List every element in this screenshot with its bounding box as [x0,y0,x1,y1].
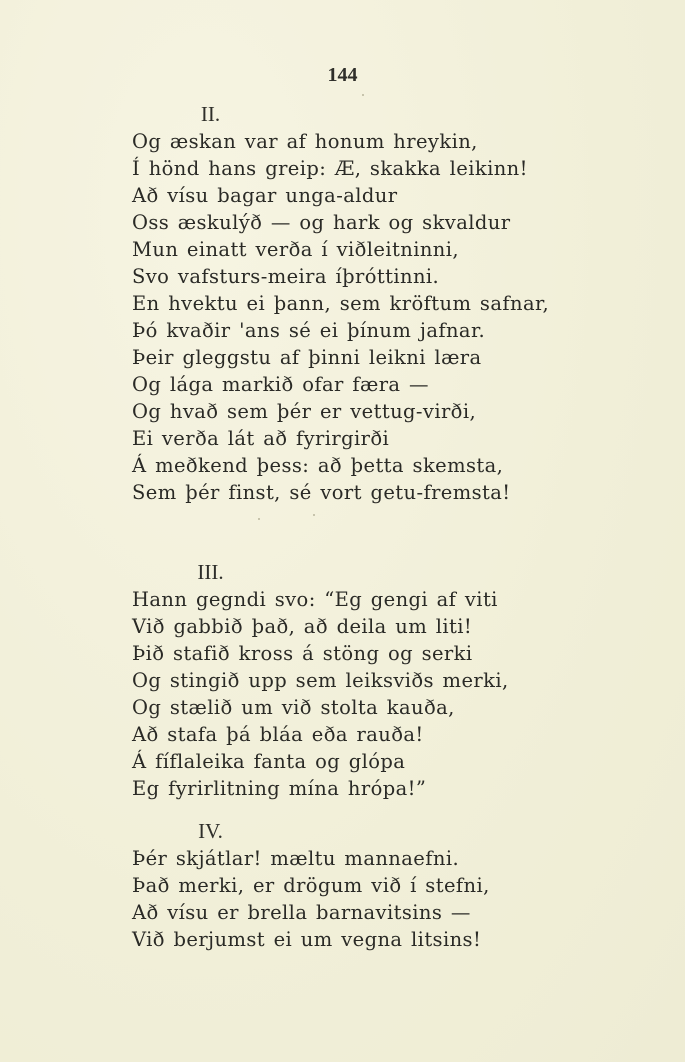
poem-line: Í hönd hans greip: Æ, skakka leikinn! [132,157,528,180]
stanza-section-4 [132,818,592,953]
poem-line: Það merki, er drögum við í stefni, [132,874,490,897]
poem-line: Svo vafsturs-meira íþróttinni. [132,265,440,288]
poem-line: Og lága markið ofar færa — [132,373,429,396]
poem-line: Mun einatt verða í viðleitninni, [132,238,459,261]
scan-speck [362,94,364,96]
poem-line: Og stingið upp sem leiksviðs merki, [132,669,509,692]
section-numeral: III. [197,560,224,584]
poem-line: Þeir gleggstu af þinni leikni læra [132,346,482,369]
poem-line: Við berjumst ei um vegna litsins! [132,928,482,951]
page-number: 144 [327,64,358,86]
poem-line: Þér skjátlar! mæltu mannaefni. [132,847,460,870]
section-numeral: IV. [198,819,223,843]
poem-line: En hvektu ei þann, sem kröftum safnar, [132,292,550,315]
poem-line: Ei verða lát að fyrirgirði [132,427,390,450]
poem-line: Að vísu er brella barnavitsins — [132,901,471,924]
poem-line: Þið stafið kross á stöng og serki [132,642,473,665]
poem-line: Og æskan var af honum hreykin, [132,130,478,153]
stanza-section-3 [132,559,592,802]
section-heading [0,559,592,586]
poem-line: Og stælið um við stolta kauða, [132,696,455,719]
poem-line: Sem þér finst, sé vort getu-fremsta! [132,481,511,504]
poem-line: Hann gegndi svo: “Eg gengi af viti [132,588,498,611]
poem-line: Að stafa þá bláa eða rauða! [132,723,424,746]
poem-line: Að vísu bagar unga-aldur [132,184,398,207]
stanza-section-2 [132,101,592,506]
poem-line: Og hvað sem þér er vettug-virði, [132,400,477,423]
section-numeral: II. [200,102,221,126]
poem-line: Á fíflaleika fanta og glópa [132,750,406,773]
poem-line: Við gabbið það, að deila um liti! [132,615,473,638]
poem-line: Á meðkend þess: að þetta skemsta, [132,454,504,477]
poem-line: Oss æskulýð — og hark og skvaldur [132,211,511,234]
scan-speck [258,518,260,520]
poem-line: Þó kvaðir 'ans sé ei þínum jafnar. [132,319,486,342]
section-heading [0,818,592,845]
scan-speck [313,514,315,516]
poem-line: Eg fyrirlitning mína hrópa!” [132,777,427,800]
section-heading [0,101,592,128]
